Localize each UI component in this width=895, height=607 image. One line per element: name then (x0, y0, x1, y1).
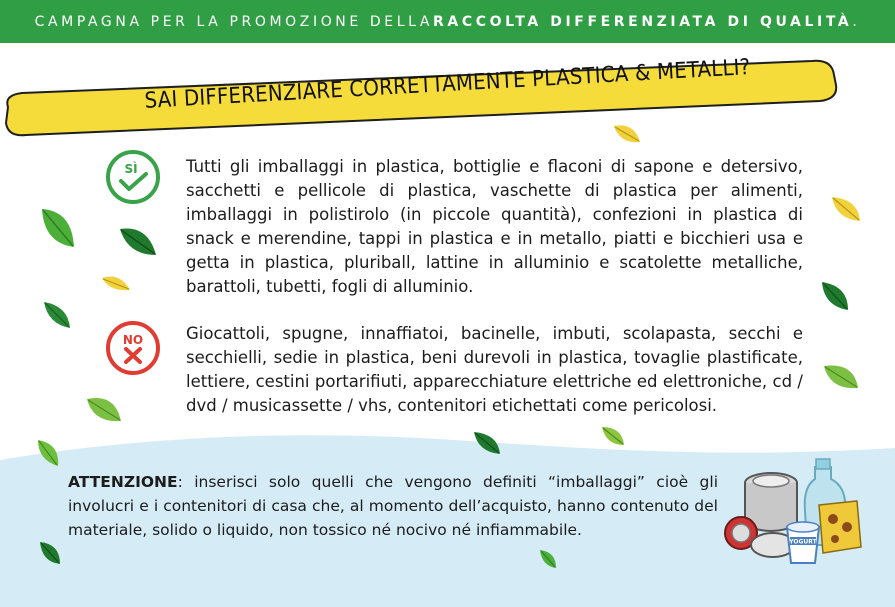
yellow-leaf-icon (100, 272, 132, 294)
green-leaf-icon (600, 425, 626, 447)
green-leaf-icon (38, 205, 78, 251)
dark-green-leaf-icon (42, 300, 72, 330)
green-leaf-icon (85, 393, 123, 425)
campaign-header (0, 0, 895, 43)
yogurt-label: YOGURT (789, 538, 817, 546)
yellow-leaf-icon (612, 122, 642, 146)
attention-note (68, 470, 718, 542)
campaign-prefix: CAMPAGNA PER LA PROMOZIONE DELLA (34, 13, 434, 30)
green-leaf-icon (822, 362, 860, 392)
campaign-highlight: RACCOLTA DIFFERENZIATA DI QUALITÀ (433, 13, 853, 30)
dark-green-leaf-icon (472, 430, 502, 456)
dark-green-leaf-icon (820, 280, 850, 312)
attention-text: : inserisci solo quelli che vengono definiti “imballaggi” cioè gli involucri e i contenitori di casa che, al momento dell’acquisto, hanno contenuto del materiale, solido o liquido, non tossico né nocivo né infiammabile. (68, 473, 718, 539)
yes-check-icon (104, 148, 162, 206)
campaign-suffix: . (852, 13, 861, 30)
dark-green-leaf-icon (38, 540, 62, 566)
green-leaf-icon (538, 548, 558, 570)
page-title: SAI DIFFERENZIARE CORRETTAMENTE PLASTICA & METALLI? (143, 55, 752, 114)
packaging-waste-illustration (723, 445, 863, 575)
green-leaf-icon (36, 438, 62, 468)
attention-label: ATTENZIONE (68, 473, 178, 491)
no-badge-label: NO (122, 333, 144, 347)
dark-green-leaf-icon (118, 225, 158, 259)
allowed-items-text: Tutti gli imballaggi in plastica, bottiglie e flaconi di sapone e detersivo, sacchetti e pellicole di plastica, vaschette di plastica per alimenti, imballaggi in polistirolo (in piccole quantità), confezioni in plastica di snack e merendine, tappi in plastica e in metallo, piatti e bicchieri usa e getta in plastica, pluriball, lattine in alluminio e scatolette metalliche, barattoli, tubetti, fogli di alluminio. (186, 157, 803, 296)
no-cross-icon (104, 319, 162, 377)
forbidden-items-text: Giocattoli, spugne, innaffiatoi, bacinelle, imbuti, scolapasta, secchi e secchielli, sedie in plastica, beni durevoli in plastica, tovaglie plastificate, lettiere, cestini portarifiuti, apparecchiature elettriche ed elettroniche, cd / dvd / musicassette / vhs, contenitori etichettati come pericolosi. (186, 324, 803, 415)
yes-badge-label: SÌ (124, 162, 138, 176)
yellow-leaf-icon (830, 195, 862, 223)
